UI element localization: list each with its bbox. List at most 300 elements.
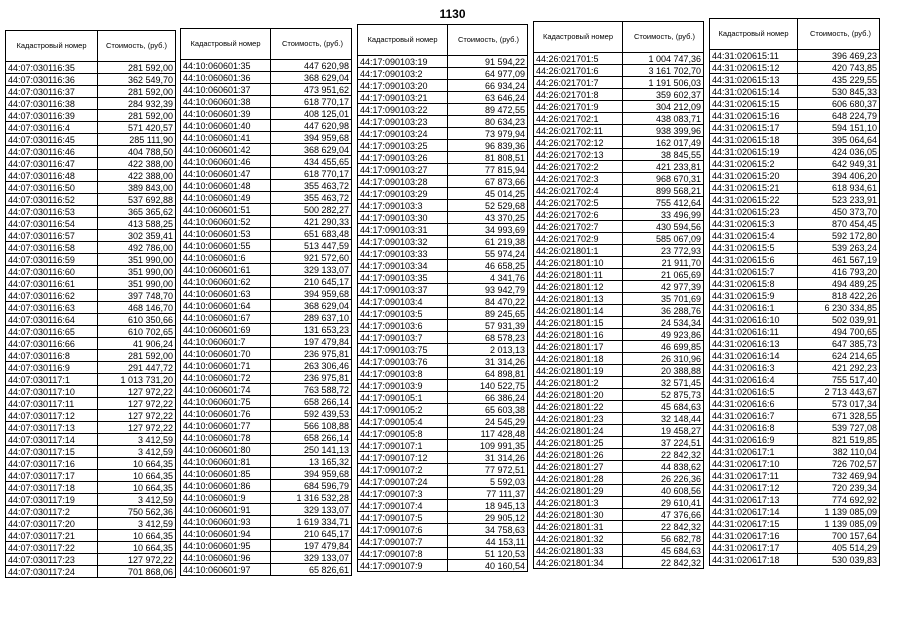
cadastral-number-cell: 44:17:090103:5 [358, 308, 448, 320]
cadastral-number-cell: 44:26:021801:10 [534, 257, 623, 269]
cost-cell: 1 004 747,36 [623, 53, 704, 65]
cost-cell: 281 592,00 [98, 62, 176, 74]
cost-cell: 93 942,79 [448, 284, 528, 296]
cadastral-number-cell: 44:17:090103:37 [358, 284, 448, 296]
cadastral-table-4 [533, 21, 704, 569]
cost-cell: 351 990,00 [98, 278, 176, 290]
cadastral-number-cell: 44:17:090103:32 [358, 236, 448, 248]
cost-cell: 642 949,31 [798, 158, 880, 170]
cadastral-number-cell: 44:26:021701:9 [534, 101, 623, 113]
table-row [6, 86, 176, 98]
table-row [181, 480, 352, 492]
cadastral-number-cell: 44:07:030116:53 [6, 206, 98, 218]
table-row [710, 206, 880, 218]
cadastral-number-cell: 44:31:020617:1 [710, 446, 798, 458]
cadastral-number-cell: 44:31:020616:7 [710, 410, 798, 422]
table-row [358, 296, 528, 308]
cost-cell: 684 596,79 [271, 480, 352, 492]
cost-cell: 26 226,36 [623, 473, 704, 485]
cost-cell: 530 845,33 [798, 86, 880, 98]
table-row [710, 50, 880, 62]
table-row [6, 98, 176, 110]
cost-cell: 3 412,59 [98, 518, 176, 530]
cadastral-number-cell: 44:07:030116:54 [6, 218, 98, 230]
cadastral-number-cell: 44:17:090103:3 [358, 200, 448, 212]
table-row [534, 101, 704, 113]
cost-cell: 500 282,27 [271, 204, 352, 216]
cadastral-number-cell: 44:10:060601:51 [181, 204, 271, 216]
cost-cell: 450 373,70 [798, 206, 880, 218]
table-header-row [534, 22, 704, 53]
table-row [358, 380, 528, 392]
cost-cell: 140 522,75 [448, 380, 528, 392]
cadastral-number-cell: 44:07:030116:64 [6, 314, 98, 326]
table-body [6, 62, 176, 578]
cost-cell: 46 658,25 [448, 260, 528, 272]
cost-cell: 389 843,00 [98, 182, 176, 194]
table-body [710, 50, 880, 566]
cadastral-number-cell: 44:10:060601:49 [181, 192, 271, 204]
cost-cell: 571 420,57 [98, 122, 176, 134]
table-row [6, 326, 176, 338]
cadastral-number-cell: 44:10:060601:7 [181, 336, 271, 348]
cost-cell: 56 682,78 [623, 533, 704, 545]
table-row [6, 350, 176, 362]
cadastral-number-cell: 44:31:020616:13 [710, 338, 798, 350]
cost-cell: 52 875,73 [623, 389, 704, 401]
cost-cell: 32 148,44 [623, 413, 704, 425]
cost-cell: 365 365,62 [98, 206, 176, 218]
cost-cell: 421 233,81 [623, 161, 704, 173]
table-row [358, 428, 528, 440]
cadastral-number-cell: 44:31:020615:18 [710, 134, 798, 146]
cadastral-number-cell: 44:17:090103:9 [358, 380, 448, 392]
cost-cell: 921 572,60 [271, 252, 352, 264]
cadastral-number-cell: 44:10:060601:86 [181, 480, 271, 492]
cadastral-number-cell: 44:17:090107:6 [358, 524, 448, 536]
table-row [181, 552, 352, 564]
cadastral-number-cell: 44:07:030116:9 [6, 362, 98, 374]
cadastral-number-cell: 44:07:030117:16 [6, 458, 98, 470]
table-row [534, 173, 704, 185]
table-row [710, 542, 880, 554]
cadastral-number-cell: 44:17:090103:28 [358, 176, 448, 188]
cost-cell: 434 455,65 [271, 156, 352, 168]
cost-cell: 36 288,76 [623, 305, 704, 317]
cost-cell: 22 842,32 [623, 449, 704, 461]
cadastral-number-cell: 44:10:060601:48 [181, 180, 271, 192]
cost-cell: 197 479,84 [271, 336, 352, 348]
cost-cell: 20 388,88 [623, 365, 704, 377]
table-row [6, 434, 176, 446]
cadastral-number-cell: 44:07:030116:37 [6, 86, 98, 98]
table-row [181, 408, 352, 420]
table-row [534, 353, 704, 365]
table-row [6, 62, 176, 74]
table-row [358, 284, 528, 296]
cost-cell: 162 017,49 [623, 137, 704, 149]
cost-cell: 43 370,25 [448, 212, 528, 224]
cost-cell: 2 713 443,67 [798, 386, 880, 398]
cost-cell: 284 932,39 [98, 98, 176, 110]
header-cost [798, 19, 880, 50]
table-row [710, 110, 880, 122]
cost-cell: 438 083,71 [623, 113, 704, 125]
table-row [710, 134, 880, 146]
table-row [181, 348, 352, 360]
cost-cell: 404 788,50 [98, 146, 176, 158]
cost-cell: 45 014,25 [448, 188, 528, 200]
cadastral-number-cell: 44:17:090107:8 [358, 548, 448, 560]
cadastral-number-cell: 44:17:090103:34 [358, 260, 448, 272]
cadastral-number-cell: 44:26:021701:8 [534, 89, 623, 101]
table-row [181, 192, 352, 204]
cost-cell: 774 692,92 [798, 494, 880, 506]
cost-cell: 671 328,55 [798, 410, 880, 422]
cost-cell: 530 039,83 [798, 554, 880, 566]
table-row [6, 290, 176, 302]
table-row [534, 149, 704, 161]
cost-cell: 651 683,48 [271, 228, 352, 240]
table-row [181, 288, 352, 300]
table-row [358, 488, 528, 500]
cadastral-number-cell: 44:31:020615:4 [710, 230, 798, 242]
table-row [181, 492, 352, 504]
cadastral-number-cell: 44:10:060601:69 [181, 324, 271, 336]
cost-cell: 96 839,36 [448, 140, 528, 152]
table-row [6, 194, 176, 206]
cadastral-number-cell: 44:10:060601:95 [181, 540, 271, 552]
cadastral-number-cell: 44:26:021702:5 [534, 197, 623, 209]
cost-cell: 23 772,93 [623, 245, 704, 257]
cost-cell: 3 412,59 [98, 434, 176, 446]
cadastral-number-cell: 44:26:021801:30 [534, 509, 623, 521]
cadastral-number-cell: 44:07:030117:14 [6, 434, 98, 446]
cadastral-number-cell: 44:26:021801:32 [534, 533, 623, 545]
cadastral-number-cell: 44:10:060601:78 [181, 432, 271, 444]
cadastral-number-cell: 44:07:030116:38 [6, 98, 98, 110]
table-row [181, 84, 352, 96]
cadastral-number-cell: 44:17:090103:22 [358, 104, 448, 116]
cost-cell: 732 469,94 [798, 470, 880, 482]
table-row [181, 540, 352, 552]
table-row [534, 533, 704, 545]
table-header-row [6, 31, 176, 62]
table-row [181, 132, 352, 144]
cadastral-number-cell: 44:07:030117:22 [6, 542, 98, 554]
table-row [181, 276, 352, 288]
table-row [710, 266, 880, 278]
cadastral-number-cell: 44:31:020615:11 [710, 50, 798, 62]
cost-cell: 64 977,09 [448, 68, 528, 80]
cost-cell: 2 013,13 [448, 344, 528, 356]
cost-cell: 44 153,11 [448, 536, 528, 548]
table-row [181, 456, 352, 468]
table-row [358, 92, 528, 104]
cost-cell: 37 224,51 [623, 437, 704, 449]
cost-cell: 968 670,31 [623, 173, 704, 185]
table-row [181, 504, 352, 516]
cadastral-number-cell: 44:10:060601:37 [181, 84, 271, 96]
cost-cell: 291 447,72 [98, 362, 176, 374]
cadastral-number-cell: 44:07:030116:58 [6, 242, 98, 254]
table-row [181, 72, 352, 84]
cadastral-number-cell: 44:07:030117:17 [6, 470, 98, 482]
cost-cell: 394 406,20 [798, 170, 880, 182]
table-row [6, 470, 176, 482]
cost-cell: 24 534,34 [623, 317, 704, 329]
cost-cell: 117 428,48 [448, 428, 528, 440]
cost-cell: 329 133,07 [271, 552, 352, 564]
cadastral-table-1 [5, 30, 176, 578]
cost-cell: 29 610,41 [623, 497, 704, 509]
table-row [710, 338, 880, 350]
table-row [534, 425, 704, 437]
table-row [181, 180, 352, 192]
cadastral-number-cell: 44:17:090103:75 [358, 344, 448, 356]
cost-cell: 210 645,17 [271, 276, 352, 288]
cadastral-number-cell: 44:26:021801:27 [534, 461, 623, 473]
cadastral-number-cell: 44:17:090105:8 [358, 428, 448, 440]
cadastral-number-cell: 44:10:060601:55 [181, 240, 271, 252]
cadastral-number-cell: 44:26:021801:29 [534, 485, 623, 497]
table-row [6, 122, 176, 134]
table-row [710, 146, 880, 158]
cadastral-number-cell: 44:31:020615:8 [710, 278, 798, 290]
table-row [534, 257, 704, 269]
cost-cell: 22 842,32 [623, 557, 704, 569]
cadastral-number-cell: 44:26:021702:3 [534, 173, 623, 185]
cost-cell: 618 770,17 [271, 168, 352, 180]
table-row [358, 104, 528, 116]
table-row [710, 350, 880, 362]
cadastral-number-cell: 44:31:020616:4 [710, 374, 798, 386]
table-row [710, 302, 880, 314]
cost-cell: 77 972,51 [448, 464, 528, 476]
cadastral-table-5 [709, 18, 880, 566]
cost-cell: 647 385,73 [798, 338, 880, 350]
cost-cell: 24 545,29 [448, 416, 528, 428]
cost-cell: 127 972,22 [98, 386, 176, 398]
cadastral-number-cell: 44:10:060601:9 [181, 492, 271, 504]
cost-cell: 618 934,61 [798, 182, 880, 194]
cost-cell: 397 748,70 [98, 290, 176, 302]
cost-cell: 77 111,37 [448, 488, 528, 500]
table-row [710, 62, 880, 74]
table-row [534, 377, 704, 389]
cadastral-number-cell: 44:17:090103:26 [358, 152, 448, 164]
cadastral-number-cell: 44:31:020615:21 [710, 182, 798, 194]
table-row [6, 422, 176, 434]
cost-cell: 473 951,62 [271, 84, 352, 96]
cost-cell: 10 664,35 [98, 470, 176, 482]
cost-cell: 755 517,40 [798, 374, 880, 386]
cadastral-number-cell: 44:26:021801:25 [534, 437, 623, 449]
table-row [710, 182, 880, 194]
table-row [6, 374, 176, 386]
cadastral-number-cell: 44:17:090103:35 [358, 272, 448, 284]
cost-cell: 127 972,22 [98, 398, 176, 410]
cadastral-table-2 [180, 28, 352, 576]
cost-cell: 5 592,03 [448, 476, 528, 488]
cost-cell: 1 139 085,09 [798, 518, 880, 530]
table-row [181, 228, 352, 240]
cost-cell: 22 842,32 [623, 521, 704, 533]
header-cadastral-number: Кадастровый номер [6, 31, 98, 62]
table-row [534, 185, 704, 197]
cadastral-number-cell: 44:31:020616:6 [710, 398, 798, 410]
cadastral-number-cell: 44:26:021801:33 [534, 545, 623, 557]
table-row [6, 146, 176, 158]
cost-cell: 10 664,35 [98, 458, 176, 470]
cost-cell: 80 634,23 [448, 116, 528, 128]
cost-cell: 422 388,00 [98, 158, 176, 170]
cost-cell: 1 139 085,09 [798, 506, 880, 518]
cost-cell: 1 013 731,20 [98, 374, 176, 386]
cost-cell: 236 975,81 [271, 372, 352, 384]
table-row [6, 302, 176, 314]
cadastral-number-cell: 44:17:090107:12 [358, 452, 448, 464]
cadastral-number-cell: 44:07:030116:35 [6, 62, 98, 74]
cadastral-number-cell: 44:26:021702:7 [534, 221, 623, 233]
cost-cell: 89 472,55 [448, 104, 528, 116]
cadastral-number-cell: 44:17:090103:31 [358, 224, 448, 236]
cadastral-number-cell: 44:07:030116:39 [6, 110, 98, 122]
table-row [710, 494, 880, 506]
cost-cell: 539 727,08 [798, 422, 880, 434]
cost-cell: 468 146,70 [98, 302, 176, 314]
cadastral-number-cell: 44:10:060601:91 [181, 504, 271, 516]
cadastral-number-cell: 44:31:020617:14 [710, 506, 798, 518]
cadastral-number-cell: 44:07:030116:47 [6, 158, 98, 170]
cost-cell: 127 972,22 [98, 422, 176, 434]
cadastral-number-cell: 44:26:021801:2 [534, 377, 623, 389]
cadastral-number-cell: 44:31:020617:18 [710, 554, 798, 566]
cadastral-number-cell: 44:07:030117:11 [6, 398, 98, 410]
table-row [534, 125, 704, 137]
table-row [534, 269, 704, 281]
table-row [358, 272, 528, 284]
cadastral-number-cell: 44:10:060601:46 [181, 156, 271, 168]
cost-cell: 18 945,13 [448, 500, 528, 512]
cost-cell: 281 592,00 [98, 86, 176, 98]
table-row [358, 128, 528, 140]
table-row [534, 449, 704, 461]
cadastral-number-cell: 44:10:060601:62 [181, 276, 271, 288]
cadastral-number-cell: 44:07:030117:13 [6, 422, 98, 434]
cost-cell: 3 161 702,70 [623, 65, 704, 77]
table-row [534, 53, 704, 65]
table-row [710, 434, 880, 446]
cost-cell: 368 629,04 [271, 72, 352, 84]
cadastral-number-cell: 44:26:021801:24 [534, 425, 623, 437]
cost-cell: 197 479,84 [271, 540, 352, 552]
cost-cell: 537 692,88 [98, 194, 176, 206]
cost-cell: 89 245,65 [448, 308, 528, 320]
table-row [358, 332, 528, 344]
cadastral-number-cell: 44:10:060601:52 [181, 216, 271, 228]
table-row [358, 440, 528, 452]
cadastral-number-cell: 44:26:021801:31 [534, 521, 623, 533]
cadastral-number-cell: 44:31:020615:13 [710, 74, 798, 86]
cadastral-number-cell: 44:10:060601:6 [181, 252, 271, 264]
cost-cell: 304 212,09 [623, 101, 704, 113]
cadastral-number-cell: 44:26:021801:1 [534, 245, 623, 257]
cost-cell: 61 219,38 [448, 236, 528, 248]
cadastral-number-cell: 44:10:060601:38 [181, 96, 271, 108]
cost-cell: 566 108,88 [271, 420, 352, 432]
table-row [6, 494, 176, 506]
cost-cell: 29 905,12 [448, 512, 528, 524]
cadastral-number-cell: 44:31:020616:3 [710, 362, 798, 374]
table-row [358, 476, 528, 488]
header-cost-label: Стоимость, (руб.) [809, 28, 871, 38]
table-row [6, 170, 176, 182]
table-row [6, 458, 176, 470]
cadastral-number-cell: 44:07:030116:4 [6, 122, 98, 134]
cost-cell: 68 578,23 [448, 332, 528, 344]
table-row [181, 108, 352, 120]
cadastral-number-cell: 44:26:021801:34 [534, 557, 623, 569]
cadastral-number-cell: 44:17:090103:33 [358, 248, 448, 260]
cost-cell: 3 412,59 [98, 494, 176, 506]
cadastral-number-cell: 44:26:021701:6 [534, 65, 623, 77]
cadastral-number-cell: 44:07:030117:19 [6, 494, 98, 506]
table-row [181, 420, 352, 432]
cost-cell: 34 758,63 [448, 524, 528, 536]
table-row [534, 413, 704, 425]
cost-cell: 77 815,94 [448, 164, 528, 176]
table-row [358, 176, 528, 188]
cadastral-number-cell: 44:31:020615:7 [710, 266, 798, 278]
cadastral-number-cell: 44:26:021801:15 [534, 317, 623, 329]
cost-cell: 624 214,65 [798, 350, 880, 362]
table-row [534, 509, 704, 521]
table-row [534, 389, 704, 401]
header-cadastral-number: Кадастровый номер [358, 25, 448, 56]
cost-cell: 42 977,39 [623, 281, 704, 293]
table-row [181, 264, 352, 276]
cost-cell: 899 568,21 [623, 185, 704, 197]
cost-cell: 127 972,22 [98, 410, 176, 422]
cadastral-number-cell: 44:17:090103:2 [358, 68, 448, 80]
cadastral-number-cell: 44:26:021801:13 [534, 293, 623, 305]
table-row [6, 218, 176, 230]
cadastral-number-cell: 44:31:020615:23 [710, 206, 798, 218]
cost-cell: 355 463,72 [271, 192, 352, 204]
cost-cell: 32 571,45 [623, 377, 704, 389]
cadastral-number-cell: 44:07:030116:57 [6, 230, 98, 242]
cost-cell: 65 603,38 [448, 404, 528, 416]
table-row [181, 516, 352, 528]
cadastral-number-cell: 44:26:021801:20 [534, 389, 623, 401]
cost-cell: 66 934,24 [448, 80, 528, 92]
table-header-row [181, 29, 352, 60]
table-row [6, 386, 176, 398]
cost-cell: 44 838,62 [623, 461, 704, 473]
cadastral-number-cell: 44:10:060601:39 [181, 108, 271, 120]
table-row [6, 566, 176, 578]
cadastral-number-cell: 44:10:060601:70 [181, 348, 271, 360]
cost-cell: 610 350,66 [98, 314, 176, 326]
table-row [710, 218, 880, 230]
cadastral-number-cell: 44:26:021702:6 [534, 209, 623, 221]
cost-cell: 329 133,07 [271, 504, 352, 516]
cadastral-number-cell: 44:26:021702:13 [534, 149, 623, 161]
table-row [181, 384, 352, 396]
cadastral-number-cell: 44:26:021801:28 [534, 473, 623, 485]
table-row [358, 404, 528, 416]
